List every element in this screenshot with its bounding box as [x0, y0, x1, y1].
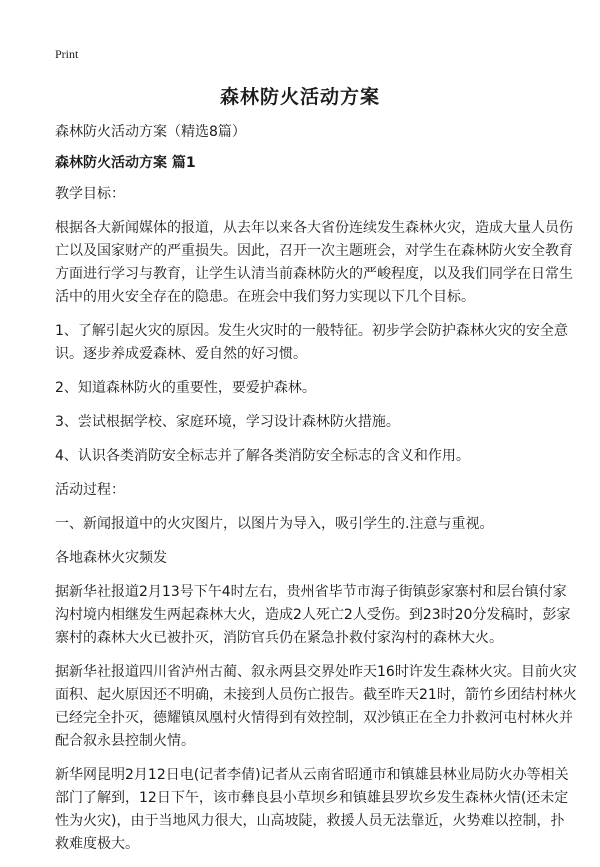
teaching-goal-label: 教学目标： [55, 186, 125, 202]
intro-paragraph: 根据各大新闻媒体的报道，从去年以来各大省份连续发生森林火灾，造成大量人员伤亡以及国家财产的严重损失。因此，召开一次主题班会，对学生在森林防火安全教育方面进行学习与教育，让学生认清当前森林防火的严峻程度，以及我们同学在日常生活中的用火安全存在的隐患。在班会中我们努力实现以下几个目标。 [55, 220, 573, 305]
section-heading: 森林防火活动方案 篇1 [55, 155, 196, 171]
news-paragraph-3: 新华网昆明2月12日电(记者李倩)记者从云南省昭通市和镇雄县林业局防火办等相关部门了解到，12日下午，该市彝良县小草坝乡和镇雄县罗坎乡发生森林火情(还未定性为火灾)，由于当地风力很大，山高坡陡，救援人员无法靠近，火势难以控制，扑救难度极大。 [55, 767, 569, 852]
goal-item-4: 4、认识各类消防安全标志并了解各类消防安全标志的含义和作用。 [55, 448, 470, 464]
goal-item-1: 1、了解引起火灾的原因。发生火灾时的一般特征。初步学会防护森林火灾的安全意识。逐步养成爱森林、爱自然的好习惯。 [55, 323, 568, 362]
goal-item-2: 2、知道森林防火的重要性，要爱护森林。 [55, 380, 316, 396]
goal-item-3: 3、尝试根据学校、家庭环境，学习设计森林防火措施。 [55, 414, 400, 430]
document-title: 森林防火活动方案 [219, 86, 380, 108]
news-paragraph-1: 据新华社报道2月13号下午4时左右，贵州省毕节市海子街镇彭家寨村和层台镇付家沟村境内相继发生两起森林大火，造成2人死亡2人受伤。到23时20分发稿时，彭家寨村的森林大火已被扑灭，消防官兵仍在紧急扑救付家沟村的森林大火。 [55, 584, 571, 646]
step-one: 一、新闻报道中的火灾图片，以图片为导入，吸引学生的.注意与重视。 [55, 516, 494, 532]
news-paragraph-2: 据新华社报道四川省泸州古蔺、叙永两县交界处昨天16时许发生森林火灾。目前火灾面积、起火原因还不明确，未接到人员伤亡报告。截至昨天21时，箭竹乡团结村林火已经完全扑灭，德耀镇凤凰村火情得到有效控制，双沙镇正在全力扑救河屯村林火并配合叙永县控制火情。 [55, 664, 577, 749]
fires-heading: 各地森林火灾频发 [55, 550, 167, 566]
document-body [55, 121, 577, 867]
document-subtitle: 森林防火活动方案（精选8篇） [55, 124, 246, 140]
activity-process-label: 活动过程： [55, 482, 125, 498]
print-label: Print [55, 47, 79, 61]
